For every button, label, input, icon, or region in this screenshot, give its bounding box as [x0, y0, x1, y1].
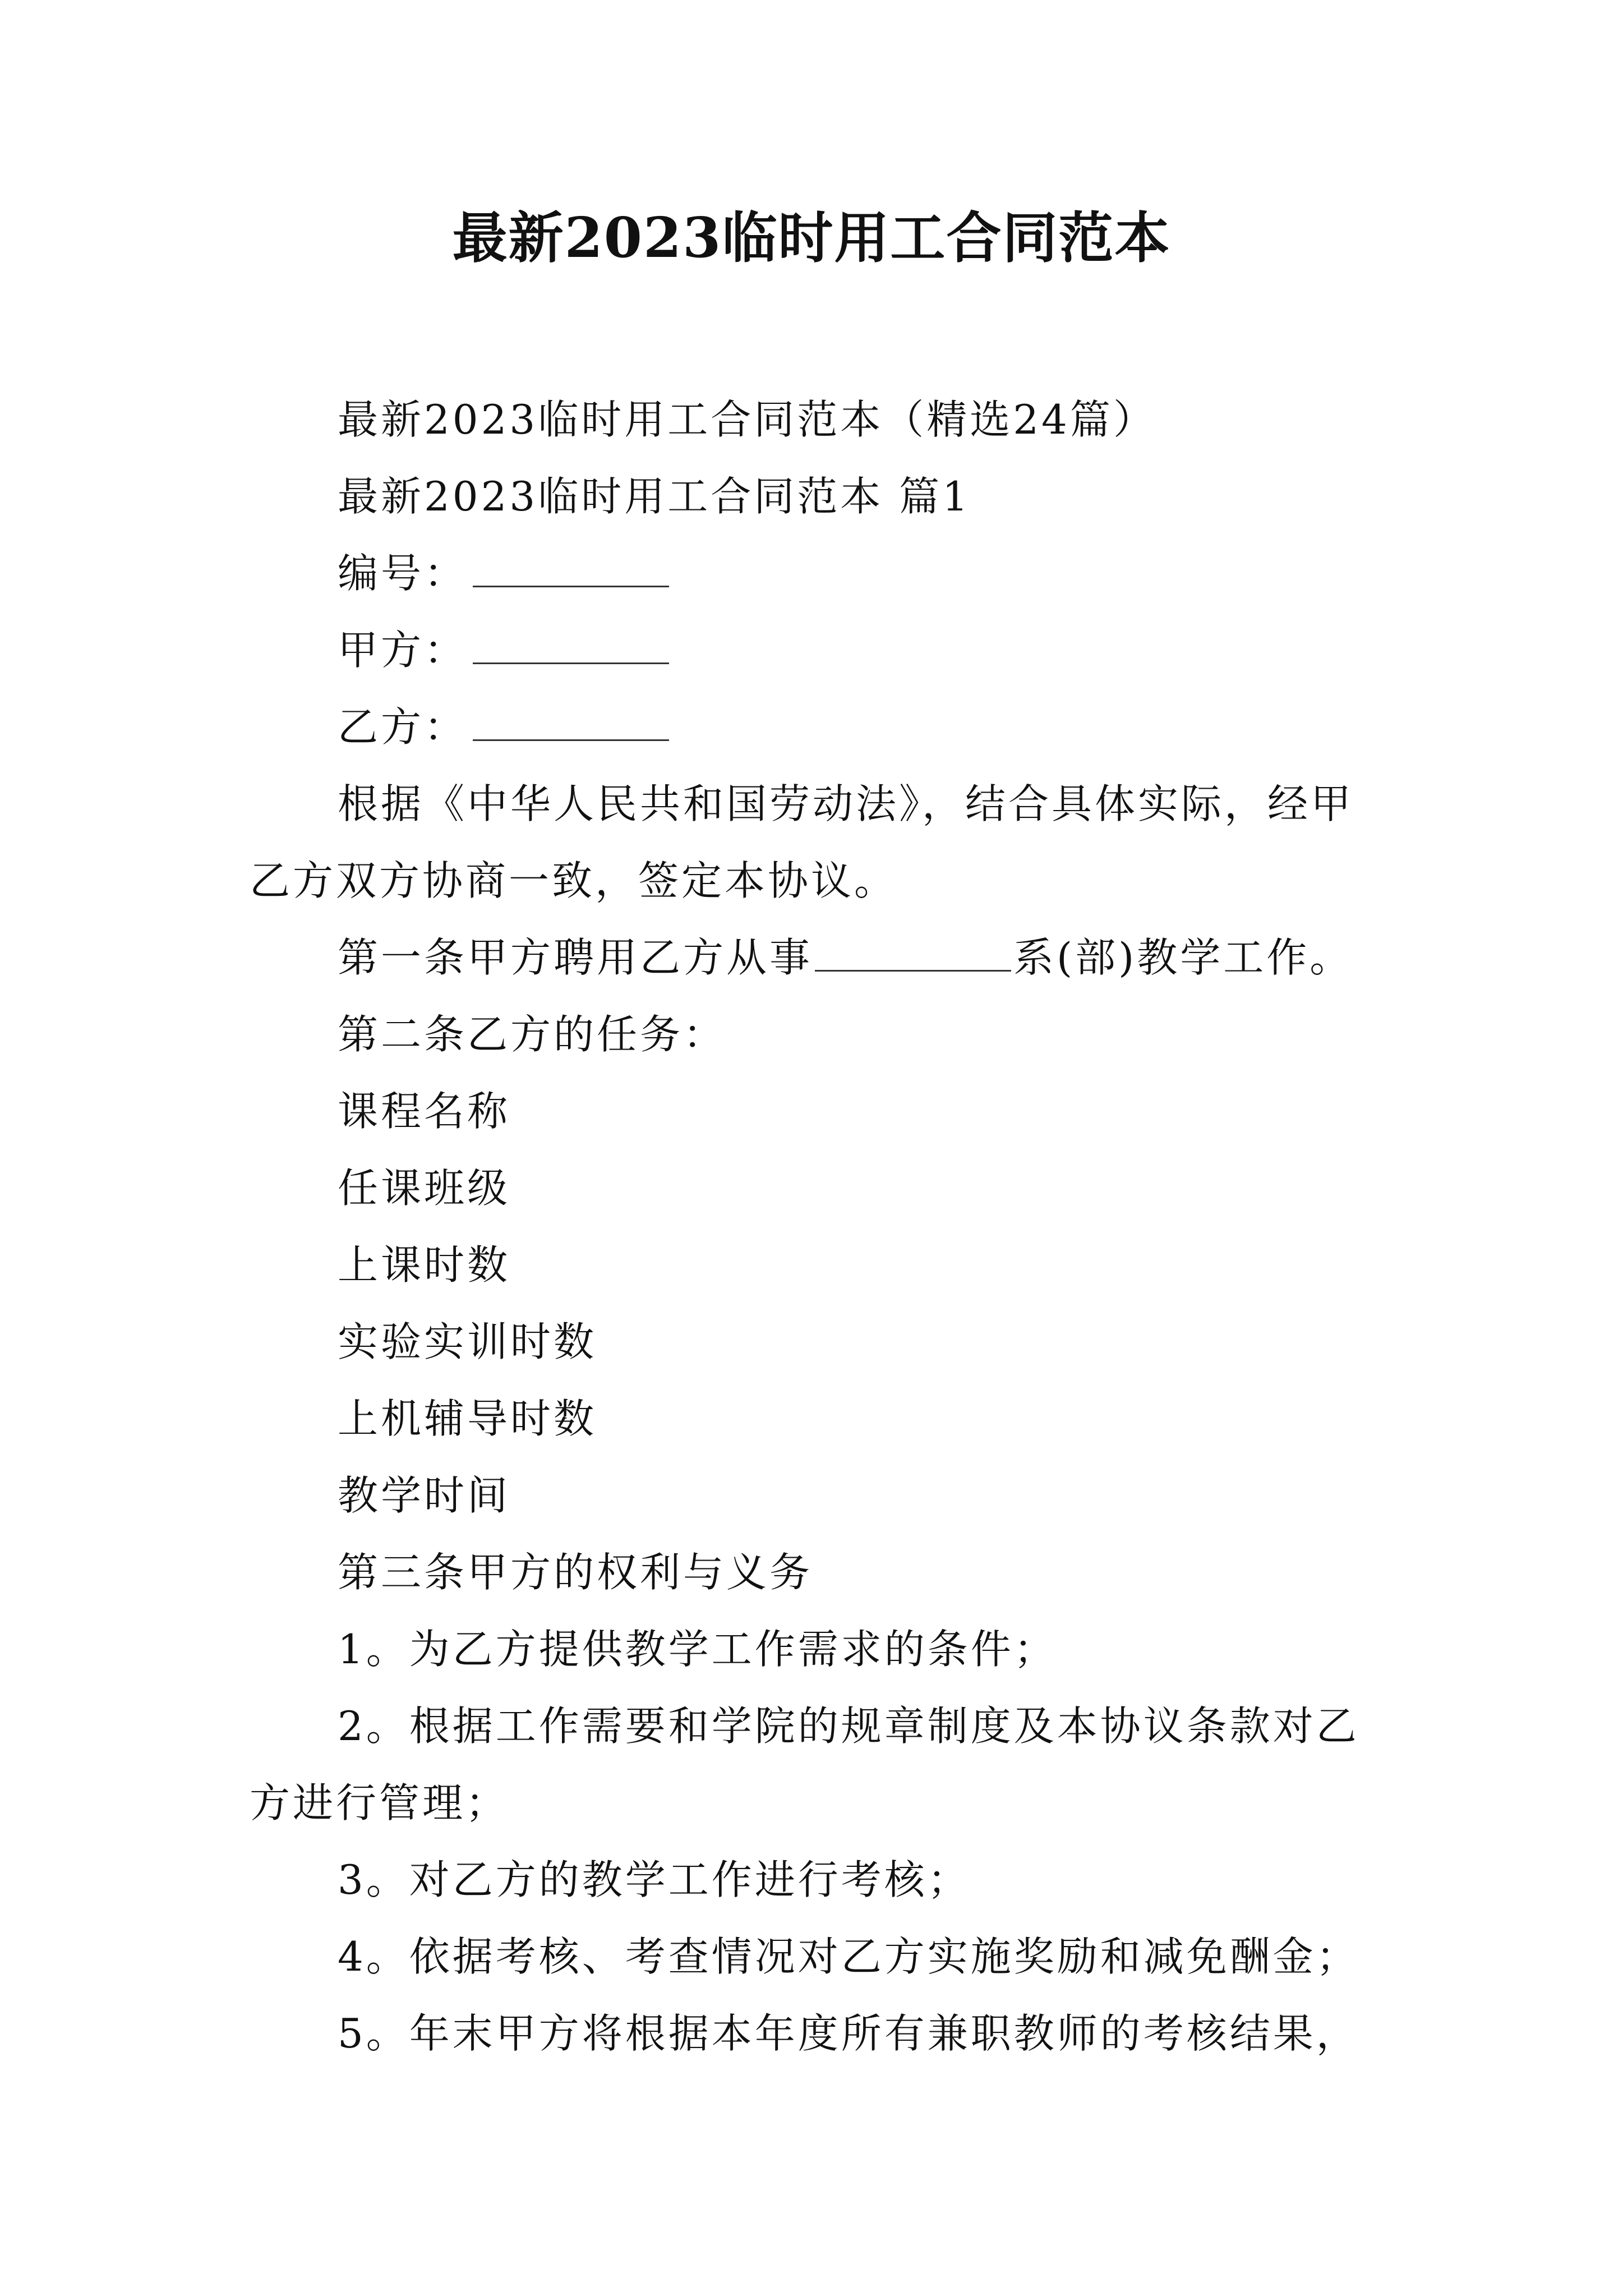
class-line: 任课班级	[338, 1165, 511, 1212]
article-3: 第三条甲方的权利与义务	[338, 1549, 813, 1596]
article-3-item-3: 3。对乙方的教学工作进行考核；	[338, 1856, 971, 1903]
party-b-blank	[473, 710, 669, 741]
party-a-label: 甲方：	[338, 627, 468, 674]
article-3-item-2: 2。根据工作需要和学院的规章制度及本协议条款对乙方进行管理；	[250, 1703, 1359, 1826]
class-hours-line: 上课时数	[338, 1241, 511, 1289]
computer-hours-line: 上机辅导时数	[338, 1395, 597, 1442]
party-a-blank	[473, 633, 669, 664]
number-label: 编号：	[338, 550, 468, 597]
party-a-line	[250, 612, 1377, 689]
section-heading: 最新2023临时用工合同范本 篇1	[338, 473, 971, 520]
document-body	[250, 381, 1377, 2072]
teaching-time-line: 教学时间	[338, 1472, 511, 1519]
lab-hours-line: 实验实训时数	[338, 1318, 597, 1365]
article-1-text: 第一条甲方聘用乙方从事	[338, 934, 813, 981]
course-name-line: 课程名称	[338, 1088, 511, 1135]
article-2: 第二条乙方的任务：	[338, 1011, 727, 1058]
party-b-line	[250, 689, 1377, 766]
article-1-text-end: 系(部)教学工作。	[1013, 934, 1353, 981]
article-3-item-5: 5。年末甲方将根据本年度所有兼职教师的考核结果，	[338, 2010, 1359, 2057]
document-title: 最新2023临时用工合同范本	[452, 206, 1171, 270]
number-line	[250, 535, 1377, 612]
basis-paragraph: 根据《中华人民共和国劳动法》，结合具体实际，经甲乙方双方协商一致，签定本协议。	[250, 780, 1354, 904]
number-blank	[473, 556, 669, 587]
article-3-item-4: 4。依据考核、考查情况对乙方实施奖励和减免酬金；	[338, 1933, 1359, 1980]
intro-line: 最新2023临时用工合同范本（精选24篇）	[338, 396, 1156, 443]
department-blank	[815, 941, 1011, 972]
party-b-label: 乙方：	[338, 703, 468, 751]
article-3-item-1: 1。为乙方提供教学工作需求的条件；	[338, 1626, 1057, 1673]
article-1	[250, 919, 1377, 996]
